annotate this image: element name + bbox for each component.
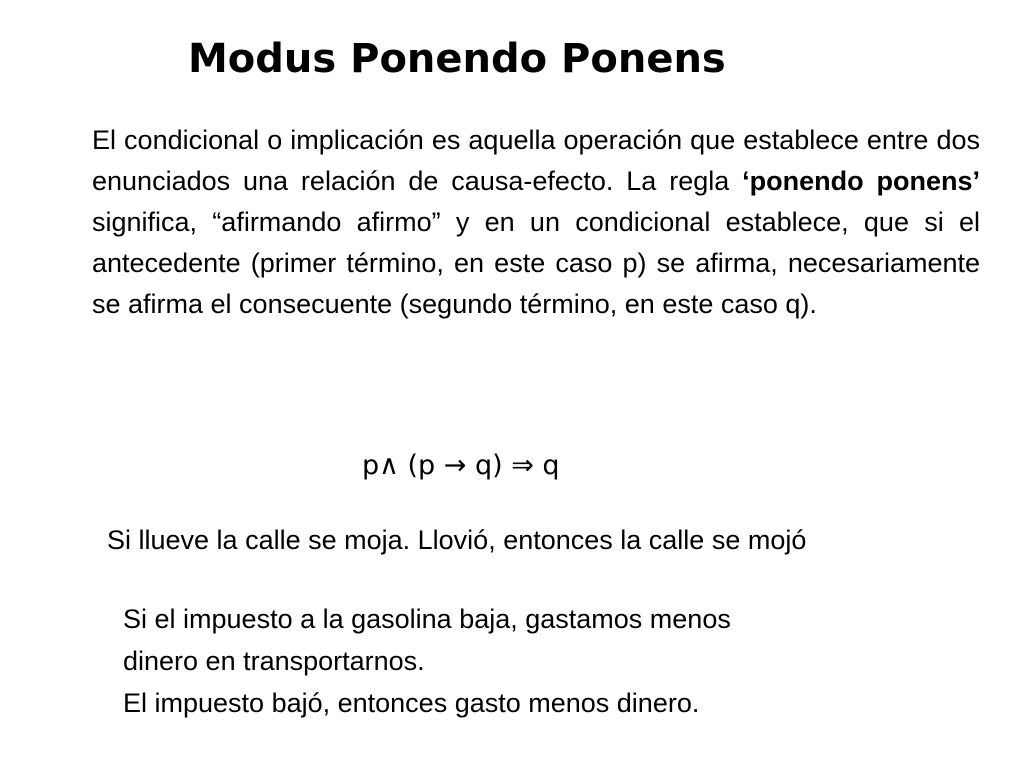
example-gasoline-line2: dinero en transportarnos.	[123, 646, 425, 676]
rule-name-emphasis: ‘ponendo ponens’	[742, 166, 980, 196]
logic-formula: p∧ (p → q) ⇒ q	[362, 450, 560, 481]
definition-paragraph	[92, 120, 980, 325]
example-rain: Si llueve la calle se moja. Llovió, entonces la calle se mojó	[107, 525, 807, 555]
definition-text-part1: El condicional o implicación es aquella operación que establece entre dos enunciados una relación de causa-efecto. La regla	[92, 125, 980, 196]
example-gasoline	[123, 598, 923, 724]
definition-text-part2: significa, “afirmando afirmo” y en un condicional establece, que si el antecedente (primer término, en este caso p) se afirma, necesariamente se afirma el consecuente (segundo término, en este caso q).	[92, 207, 980, 319]
slide-title: Modus Ponendo Ponens	[188, 36, 726, 82]
example-gasoline-line3: El impuesto bajó, entonces gasto menos dinero.	[123, 688, 700, 718]
example-gasoline-line1: Si el impuesto a la gasolina baja, gastamos menos	[123, 604, 731, 634]
